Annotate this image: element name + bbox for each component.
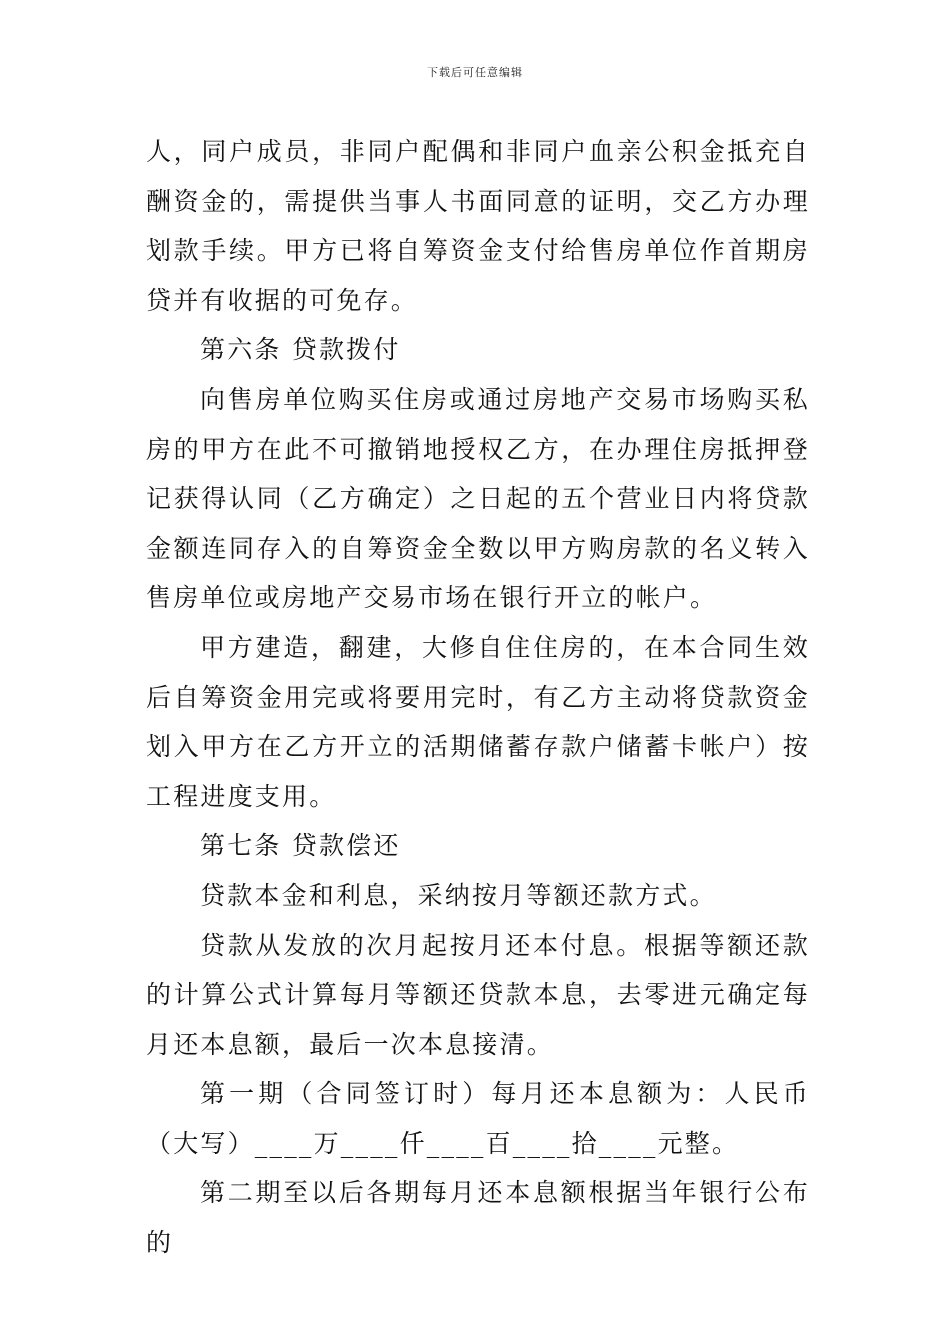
paragraph-repayment-schedule: 贷款从发放的次月起按月还本付息。根据等额还款的计算公式计算每月等额还贷款本息，去零进元确定每月还本息额，最后一次本息接清。 [146,930,810,1059]
paragraph-disbursement-purchase: 向售房单位购买住房或通过房地产交易市场购买私房的甲方在此不可撤销地授权乙方，在办理住房抵押登记获得认同（乙方确定）之日起的五个营业日内将贷款金额连同存入的自筹资金全数以甲方购房款的名义转入售房单位或房地产交易市场在银行开立的帐户。 [146,384,810,613]
paragraph-later-installments: 第二期至以后各期每月还本息额根据当年银行公布的 [146,1178,810,1258]
page-header-note: 下载后可任意编辑 [427,66,523,79]
paragraph-repayment-method: 贷款本金和利息，采纳按月等额还款方式。 [200,880,717,910]
paragraph-disbursement-construction: 甲方建造，翻建，大修自住住房的，在本合同生效后自筹资金用完或将要用完时，有乙方主动将贷款资金划入甲方在乙方开立的活期储蓄存款户储蓄卡帐户）按工程进度支用。 [146,632,810,811]
paragraph-first-installment: 第一期（合同签订时）每月还本息额为：人民币（大写）____万____仟____百____拾____元整。 [146,1079,810,1158]
document-body [146,127,810,1268]
paragraph-continuation: 人，同户成员，非同户配偶和非同户血亲公积金抵充自酬资金的，需提供当事人书面同意的证明，交乙方办理划款手续。甲方已将自筹资金支付给售房单位作首期房贷并有收据的可免存。 [146,137,810,315]
article-7-heading: 第七条 贷款偿还 [200,831,401,861]
article-6-heading: 第六条 贷款拨付 [200,335,401,365]
